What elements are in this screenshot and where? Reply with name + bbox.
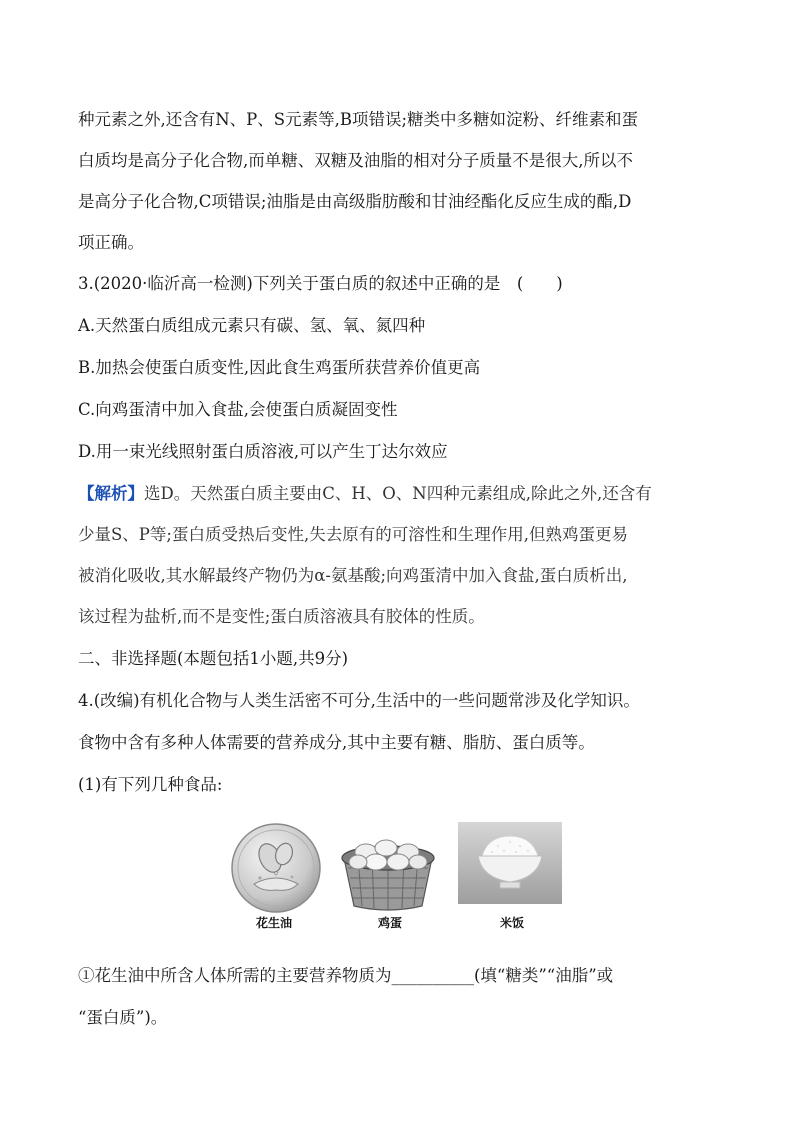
question-3-stem: 3.(2020·临沂高一检测)下列关于蛋白质的叙述中正确的是 ( ) [78, 274, 563, 293]
food-figures [0, 822, 794, 932]
option-a: A.天然蛋白质组成元素只有碳、氢、氧、氮四种 [78, 316, 426, 335]
explanation-line: 种元素之外,还含有N、P、S元素等,B项错误;糖类中多糖如淀粉、纤维素和蛋 [78, 110, 639, 129]
analysis-line: 该过程为盐析,而不是变性;蛋白质溶液具有胶体的性质。 [78, 607, 485, 626]
section-title: 二、非选择题(本题包括1小题,共9分) [78, 649, 349, 668]
question-4-sub: (1)有下列几种食品: [78, 775, 223, 794]
analysis-line: 被消化吸收,其水解最终产物仍为α-氨基酸;向鸡蛋清中加入食盐,蛋白质析出, [78, 566, 628, 585]
question-4-line: 4.(改编)有机化合物与人类生活密不可分,生活中的一些问题常涉及化学知识。 [78, 691, 640, 710]
explanation-line: 白质均是高分子化合物,而单糖、双糖及油脂的相对分子质量不是很大,所以不 [78, 151, 633, 170]
analysis-line: 少量S、P等;蛋白质受热后变性,失去原有的可溶性和生理作用,但熟鸡蛋更易 [78, 525, 628, 544]
option-d: D.用一束光线照射蛋白质溶液,可以产生丁达尔效应 [78, 442, 448, 461]
option-c: C.向鸡蛋清中加入食盐,会使蛋白质凝固变性 [78, 400, 398, 419]
eggs-image [338, 822, 438, 930]
question-4-1-line: ①花生油中所含人体所需的主要营养物质为__________(填“糖类”“油脂”或 [78, 966, 614, 985]
peanut-oil-image [230, 822, 322, 930]
caption-eggs: 鸡蛋 [378, 916, 403, 930]
caption-rice: 米饭 [500, 916, 525, 930]
question-4-line: 食物中含有多种人体需要的营养成分,其中主要有糖、脂肪、蛋白质等。 [78, 733, 595, 752]
analysis-line [78, 480, 652, 504]
option-b: B.加热会使蛋白质变性,因此食生鸡蛋所获营养价值更高 [78, 358, 481, 377]
explanation-line: 是高分子化合物,C项错误;油脂是由高级脂肪酸和甘油经酯化反应生成的酯,D [78, 192, 632, 211]
analysis-tag: 【解析】 [78, 484, 144, 503]
caption-peanut-oil: 花生油 [256, 916, 293, 930]
analysis-text: 选D。天然蛋白质主要由C、H、O、N四种元素组成,除此之外,还含有 [144, 484, 652, 503]
explanation-line: 项正确。 [78, 233, 144, 252]
question-4-1-line: “蛋白质”)。 [78, 1008, 168, 1027]
rice-image [458, 822, 562, 930]
